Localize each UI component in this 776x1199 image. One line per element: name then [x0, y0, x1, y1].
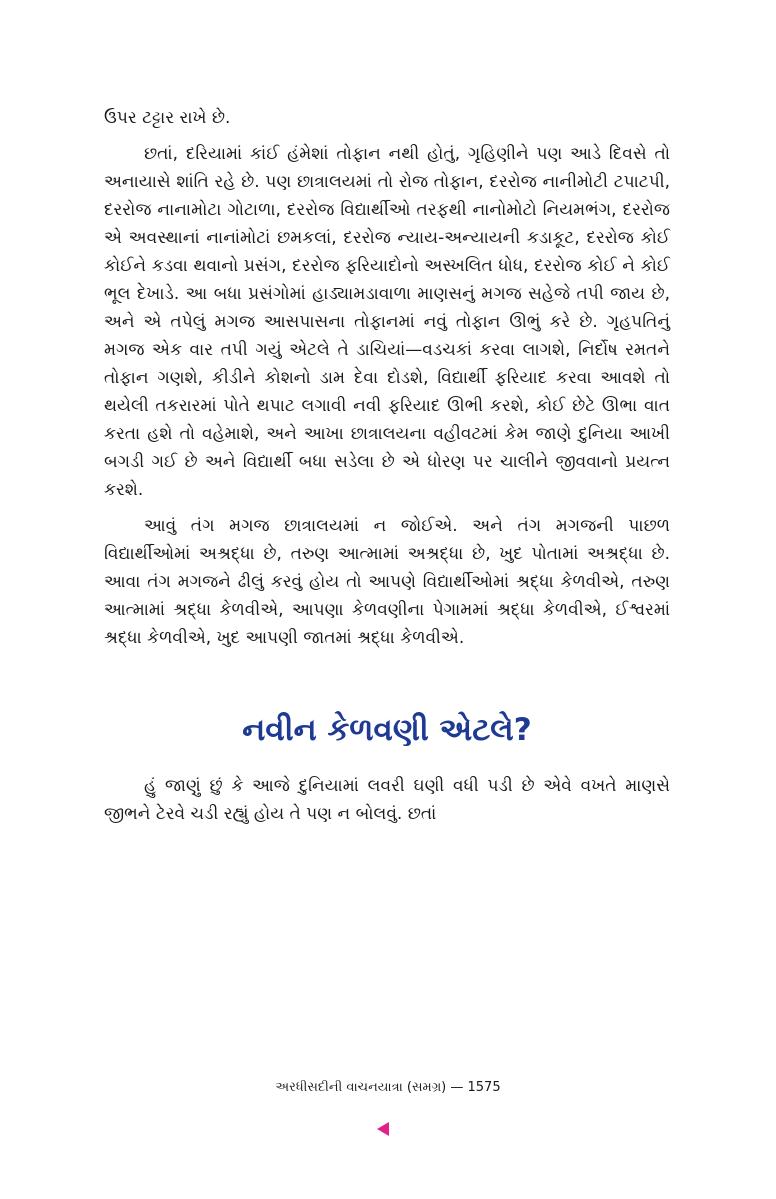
page-body: [104, 104, 670, 828]
paragraph-continuation: ઉપર ટટ્ટાર રાખે છે.: [104, 108, 231, 128]
paragraph-faith: આવું તંગ મગજ છાત્રાલયમાં ન જોઈએ. અને તંગ મગજની પાછળ વિદ્યાર્થીઓમાં અશ્રદ્ધા છે, તરુણ આત્મામાં અશ્રદ્ધા છે, ખુદ પોતામાં અશ્રદ્ધા છે. આવા તંગ મગજને ઢીલું કરવું હોય તો આપણે વિદ્યાર્થીઓમાં શ્રદ્ધા કેળવીએ, તરુણ આત્મામાં શ્રદ્ધા કેળવીએ, આપણા કેળવણીના પેગામમાં શ્રદ્ધા કેળવીએ, ઈશ્વરમાં શ્રદ્ધા કેળવીએ, ખુદ આપણી જાતમાં શ્રદ્ધા કેળવીએ.: [104, 516, 670, 648]
previous-page-icon[interactable]: [377, 1122, 389, 1136]
paragraph-sea-storm: છતાં, દરિયામાં કાંઈ હંમેશાં તોફાન નથી હોતું, ગૃહિણીને પણ આડે દિવસે તો અનાયાસે શાંતિ રહે છે. પણ છાત્રાલયમાં તો રોજ તોફાન, દરરોજ નાનીમોટી ટપાટપી, દરરોજ નાનામોટા ગોટાળા, દરરોજ વિદ્યાર્થીઓ તરફથી નાનોમોટો નિયમભંગ, દરરોજ એ અવસ્થાનાં નાનાંમોટાં છમકલાં, દરરોજ ન્યાય-અન્યાયની કડાકૂટ, દરરોજ કોઈ કોઈને કડવા થવાનો પ્રસંગ, દરરોજ ફરિયાદોનો અસ્ખલિત ધોધ, દરરોજ કોઈ ને કોઈ ભૂલ દેખાડે. આ બધા પ્રસંગોમાં હાડ્યામડાવાળા માણસનું મગજ સહેજે તપી જાય છે, અને એ તપેલું મગજ આસપાસના તોફાનમાં નવું તોફાન ઊભું કરે છે. ગૃહપતિનું મગજ એક વાર તપી ગયું એટલે તે ડાચિયાં—વડચકાં કરવા લાગશે, નિર્દોષ રમતને તોફાન ગણશે, કીડીને કોશનો ડામ દેવા દોડશે, વિદ્યાર્થી ફરિયાદ કરવા આવશે તો થયેલી તકરારમાં પોતે થપાટ લગાવી નવી ફરિયાદ ઊભી કરશે, કોઈ છેટે ઊભા વાત કરતા હશે તો વહેમાશે, અને આખા છાત્રાલયના વહીવટમાં કેમ જાણે દુનિયા આખી બગડી ગઈ છે અને વિદ્યાર્થી બધા સડેલા છે એ ધોરણ પર ચાલીને જીવવાનો પ્રયત્ન કરશે.: [104, 144, 670, 500]
paragraph-new-section: હું જાણું છું કે આજે દુનિયામાં લવરી ઘણી વધી પડી છે એવે વખતે માણસે જીભને ટેરવે ચડી રહ્યું હોય તે પણ ન બોલવું. છતાં: [104, 776, 670, 824]
section-heading: નવીન કેળવણી એટલે?: [242, 712, 532, 748]
page-footer: અરધીસદીની વાચનયાત્રા (સમગ્ર) — 1575: [275, 1080, 501, 1095]
